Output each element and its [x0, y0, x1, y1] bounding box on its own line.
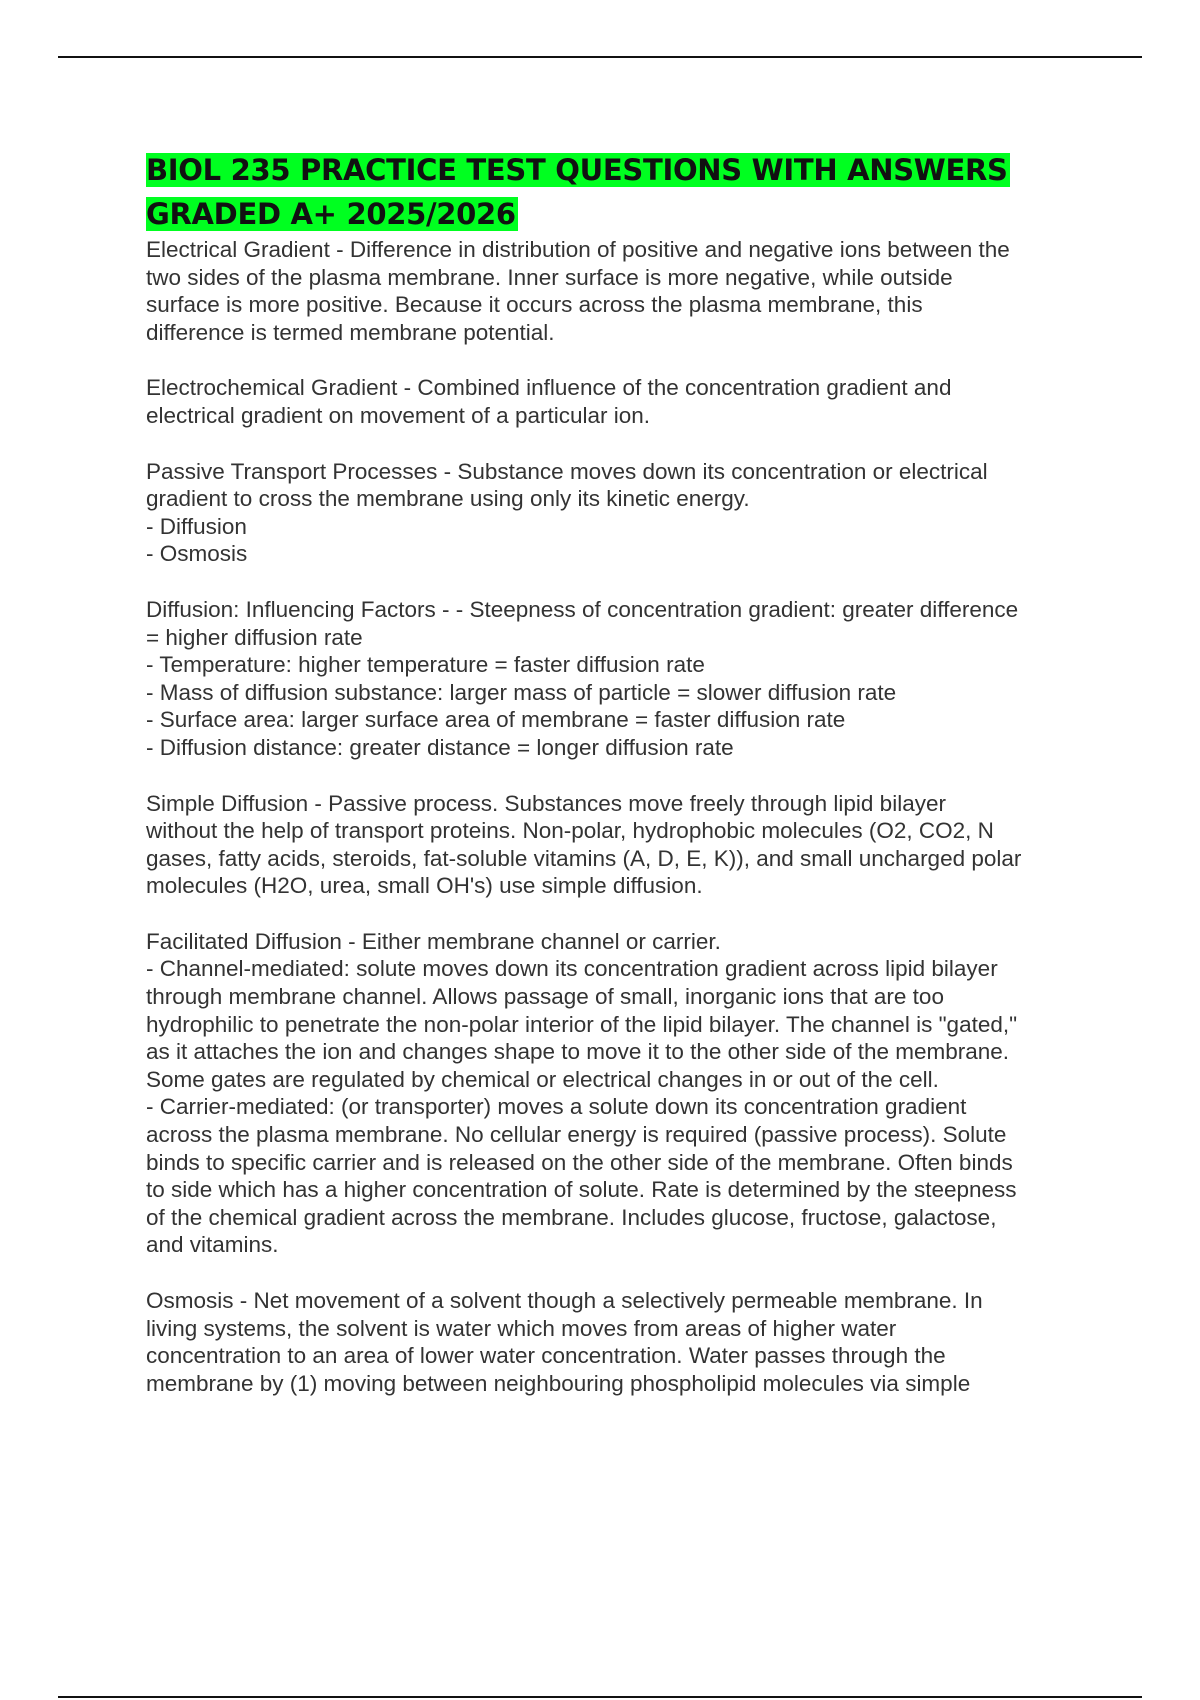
- entry-text-line: surface is more positive. Because it occurs across the plasma membrane, this: [146, 292, 923, 318]
- document-title: [146, 148, 1096, 236]
- glossary-entry: [146, 236, 1096, 346]
- entry-text-line: Electrical Gradient - Difference in distribution of positive and negative ions between the: [146, 237, 1010, 262]
- entry-text-line: Osmosis - Net movement of a solvent though a selectively permeable membrane. In: [146, 1288, 983, 1313]
- document-body: [146, 148, 1096, 1425]
- footer-rule: [58, 1696, 1142, 1698]
- entry-text-line: Facilitated Diffusion - Either membrane channel or carrier.: [146, 928, 721, 954]
- entry-text-line: two sides of the plasma membrane. Inner surface is more negative, while outside: [146, 264, 953, 290]
- entry-text-line: - Carrier-mediated: (or transporter) moves a solute down its concentration gradient: [146, 1094, 967, 1120]
- entry-text-line: - Diffusion: [146, 513, 247, 539]
- title-line: GRADED A+ 2025/2026: [146, 197, 516, 231]
- entry-text-line: - Osmosis: [146, 541, 248, 567]
- entry-text-line: binds to specific carrier and is released on the other side of the membrane. Often binds: [146, 1149, 1013, 1175]
- entry-text-line: Some gates are regulated by chemical or electrical changes in or out of the cell.: [146, 1066, 939, 1092]
- entry-text-line: - Diffusion distance: greater distance = longer diffusion rate: [146, 734, 734, 760]
- glossary-entry: [146, 458, 1096, 568]
- entry-text-line: difference is termed membrane potential.: [146, 319, 555, 345]
- entry-text-line: - Temperature: higher temperature = faster diffusion rate: [146, 652, 705, 678]
- entry-text-line: molecules (H2O, urea, small OH's) use simple diffusion.: [146, 873, 703, 899]
- glossary-entries: [146, 236, 1096, 1397]
- entry-text-line: gradient to cross the membrane using only its kinetic energy.: [146, 486, 750, 512]
- entry-text-line: through membrane channel. Allows passage of small, inorganic ions that are too: [146, 984, 944, 1010]
- entry-text-line: as it attaches the ion and changes shape to move it to the other side of the membrane.: [146, 1039, 1010, 1065]
- entry-text-line: without the help of transport proteins. Non-polar, hydrophobic molecules (O2, CO2, N: [146, 818, 994, 844]
- glossary-entry: [146, 596, 1096, 762]
- entry-text-line: = higher diffusion rate: [146, 624, 363, 650]
- glossary-entry: [146, 928, 1096, 1259]
- glossary-entry: [146, 790, 1096, 900]
- entry-text-line: membrane by (1) moving between neighbouring phospholipid molecules via simple: [146, 1370, 971, 1396]
- entry-text-line: of the chemical gradient across the membrane. Includes glucose, fructose, galactose,: [146, 1204, 997, 1230]
- entry-text-line: Passive Transport Processes - Substance moves down its concentration or electrical: [146, 458, 988, 484]
- entry-text-line: Diffusion: Influencing Factors - - Steepness of concentration gradient: greater difference: [146, 596, 1019, 622]
- glossary-entry: [146, 374, 1096, 429]
- entry-text-line: hydrophilic to penetrate the non-polar interior of the lipid bilayer. The channel is "gated,": [146, 1011, 1018, 1037]
- title-line: BIOL 235 PRACTICE TEST QUESTIONS WITH ANSWERS: [146, 153, 1008, 187]
- entry-text-line: to side which has a higher concentration of solute. Rate is determined by the steepness: [146, 1177, 1017, 1203]
- header-rule: [58, 56, 1142, 58]
- entry-text-line: gases, fatty acids, steroids, fat-soluble vitamins (A, D, E, K)), and small uncharged polar: [146, 845, 1022, 871]
- entry-text-line: and vitamins.: [146, 1232, 279, 1258]
- entry-text-line: - Channel-mediated: solute moves down its concentration gradient across lipid bilayer: [146, 956, 998, 982]
- entry-text-line: concentration to an area of lower water concentration. Water passes through the: [146, 1343, 946, 1369]
- entry-text-line: living systems, the solvent is water which moves from areas of higher water: [146, 1315, 897, 1341]
- glossary-entry: [146, 1287, 1096, 1397]
- entry-text-line: - Mass of diffusion substance: larger mass of particle = slower diffusion rate: [146, 679, 897, 705]
- entry-text-line: Electrochemical Gradient - Combined influence of the concentration gradient and: [146, 375, 952, 401]
- entry-text-line: across the plasma membrane. No cellular energy is required (passive process). Solute: [146, 1122, 1007, 1148]
- entry-text-line: - Surface area: larger surface area of membrane = faster diffusion rate: [146, 707, 846, 733]
- entry-text-line: Simple Diffusion - Passive process. Substances move freely through lipid bilayer: [146, 790, 946, 816]
- entry-text-line: electrical gradient on movement of a particular ion.: [146, 402, 651, 428]
